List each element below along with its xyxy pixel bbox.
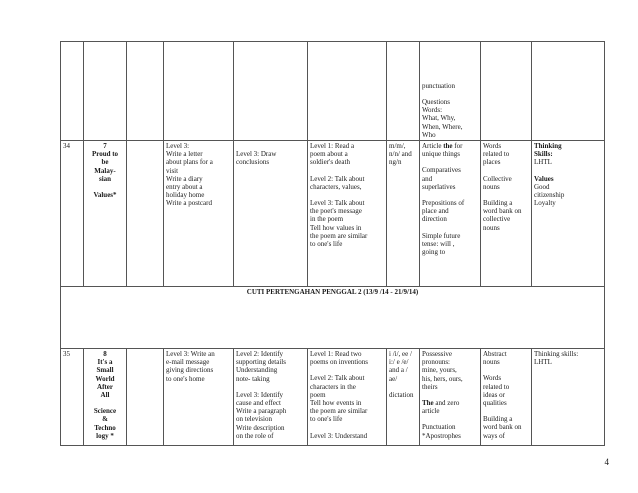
cell-line: Level 2: Talk about (310, 174, 365, 183)
thinking-skills-cell (532, 349, 605, 446)
cell-lines (166, 350, 231, 383)
cell-line: Write a paragraph (236, 407, 287, 416)
cell-line (422, 399, 478, 407)
cell-line: Tell how values in (310, 223, 362, 232)
cell-line: the poet's message (310, 207, 362, 216)
grammar-cell (420, 141, 481, 287)
cell-line: Science (93, 407, 117, 416)
text-run: direction (422, 215, 447, 224)
cell-line (422, 158, 478, 166)
cell-line: cause and effect (236, 399, 281, 408)
text-run: his, hers, ours, (422, 374, 463, 383)
theme-cell (84, 141, 127, 287)
cell-line (422, 240, 478, 248)
cell-line: n/n/ and (389, 150, 412, 159)
cell-line (422, 207, 478, 215)
cell-line: m/m/, (389, 142, 406, 150)
reading-cell (308, 141, 387, 287)
table-row (61, 287, 605, 349)
cell-lines (534, 350, 602, 366)
table-row (61, 141, 605, 287)
cell (127, 42, 164, 141)
cell (308, 42, 387, 141)
text-run: Article (422, 142, 444, 150)
cell-line: Proud to (91, 150, 119, 159)
cell-line: What, Why, (422, 114, 456, 123)
cell-line: nouns (483, 358, 500, 367)
cell-line: entry about a (166, 183, 203, 192)
cell-line (483, 191, 529, 199)
cell-line: Questions (422, 97, 450, 106)
cell-line: Techno (94, 423, 116, 432)
text-run: and (422, 174, 433, 183)
text-run: going to (422, 248, 446, 257)
text-run: pronouns: (422, 358, 450, 367)
cell (532, 42, 605, 141)
cell-lines (389, 142, 417, 167)
cell-line: dictation (389, 390, 414, 399)
cell-line: qualities (483, 399, 507, 408)
cell (164, 42, 234, 141)
cell-line: Level 3: Identify (236, 390, 284, 399)
cell (481, 42, 532, 141)
cell-segments (422, 350, 478, 440)
cell-line (422, 199, 478, 207)
cell-line: Words (483, 142, 502, 150)
cell-line: be (101, 158, 109, 167)
reading-cell (308, 349, 387, 446)
cell-line: Malay- (94, 166, 116, 175)
values-heading: Values (534, 174, 554, 183)
cell-line (422, 366, 478, 374)
cell-line: poem (310, 390, 326, 399)
cell-lines (86, 142, 124, 199)
text-run: superlatives (422, 182, 456, 191)
cell-line (236, 142, 305, 150)
cell-line: Write a diary (166, 174, 203, 183)
week-number-text: 34 (63, 142, 70, 150)
vocabulary-cell (481, 141, 532, 287)
cell-line: punctuation (422, 81, 456, 90)
cell-line: Understanding (236, 366, 278, 375)
cell-line (422, 232, 478, 240)
cell-line: Values* (93, 191, 117, 200)
cell-line: LHTL (534, 158, 552, 167)
cell-line (86, 399, 124, 407)
cell-line: places (483, 158, 501, 167)
cell-line: supporting details (236, 358, 286, 367)
cell-line (422, 383, 478, 391)
cell-lines (534, 183, 602, 208)
text-run: Comparatives (422, 166, 461, 175)
cell-line (422, 248, 478, 256)
cell-line: Thinking skills: (534, 350, 579, 358)
cell-line (310, 366, 384, 374)
cell-line: nouns (483, 223, 500, 232)
week-number (61, 141, 84, 287)
cell-line (422, 415, 478, 423)
cell-line: and a / (389, 366, 408, 375)
text-run: unique things (422, 150, 460, 159)
text-run: article (422, 407, 440, 416)
cell-line: Good (534, 182, 550, 191)
cell (61, 42, 84, 141)
cell-line: to one's life (310, 415, 343, 424)
cell-line: in the poem (310, 215, 344, 224)
cell-line (422, 215, 478, 223)
cell-line (422, 90, 478, 98)
cell-line: note- taking (236, 374, 270, 383)
cell-line: on television (236, 415, 272, 424)
cell-line: Words: (422, 106, 443, 115)
week-number (61, 349, 84, 446)
cell-line: i:/ e /e/ (389, 358, 409, 367)
cell-line: nouns (483, 182, 500, 191)
cell-line: Level 3: (166, 142, 190, 150)
cell-line: Level 3: Write an (166, 350, 215, 358)
thinking-heading (534, 142, 602, 158)
cell-lines (310, 350, 384, 440)
cell-line: Words (483, 374, 502, 383)
cell-line (483, 407, 529, 415)
cell-line: Level 3: Draw (236, 150, 277, 158)
cell-line (422, 391, 478, 399)
cell-line: on the role of (236, 431, 274, 440)
cell-line: Building a (483, 199, 513, 208)
break-banner-text: CUTI PERTENGAHAN PENGGAL 2 (13/9 /14 - 21/9/14) (246, 288, 419, 296)
cell-line: World (95, 374, 115, 383)
cell-line: Thinking (534, 142, 562, 150)
cell-line: to one's home (166, 374, 205, 383)
cell (127, 349, 164, 446)
cell-line: logy * (96, 431, 114, 440)
cell-line: giving directions (166, 366, 214, 375)
cell-line: After (97, 382, 113, 391)
cell-line (236, 383, 305, 391)
cell-line: e-mail message (166, 358, 210, 367)
grammar-cell (420, 349, 481, 446)
cell-line: LHTL (534, 358, 552, 367)
cell-line (422, 191, 478, 199)
cell-line (389, 383, 417, 391)
cell-lines (236, 142, 305, 166)
thinking-skills-cell (532, 141, 605, 287)
cell-line (422, 183, 478, 191)
cell-line (422, 358, 478, 366)
cell-line: the poem are similar (310, 231, 368, 240)
cell-line: characters in the (310, 382, 356, 391)
cell-line (310, 191, 384, 199)
table-row (61, 42, 605, 141)
sounds-cell (387, 141, 420, 287)
cell-line: Level 2: Talk about (310, 374, 365, 383)
cell-line: 7 (103, 142, 107, 150)
cell-line (422, 166, 478, 174)
cell-line (422, 175, 478, 183)
cell-lines (534, 158, 602, 174)
cell-line (422, 407, 478, 415)
cell-line: Collective (483, 174, 512, 183)
cell-line: Write a letter (166, 150, 203, 159)
cell-line: characters, values, (310, 182, 362, 191)
writing-cell (164, 349, 234, 446)
cell-segments (422, 142, 478, 256)
cell-line: 8 (103, 350, 107, 358)
cell-line (422, 224, 478, 232)
cell-line: Level 3: Understand (310, 431, 368, 440)
cell-line: It's a (97, 358, 113, 367)
cell-line: i /i/, ee / (389, 350, 412, 358)
bold-term: The (422, 399, 434, 408)
cell-line (310, 167, 384, 175)
cell-line: Level 1: Read two (310, 350, 362, 358)
cell-line (86, 183, 124, 191)
cell-line: related to (483, 150, 510, 159)
text-run: Punctuation (422, 423, 456, 432)
cell-line: Abstract (483, 350, 507, 358)
cell-line (483, 366, 529, 374)
cell-line: Tell how events in (310, 399, 362, 408)
cell (84, 42, 127, 141)
cell-line: Loyalty (534, 199, 556, 208)
cell-line: to one's life (310, 240, 343, 249)
cell-line: Write a postcard (166, 199, 212, 208)
cell-line: the poem are similar (310, 407, 368, 416)
cell-line: about plans for a (166, 158, 213, 167)
cell-line: When, Where, (422, 122, 463, 131)
cell-line: Level 1: Read a (310, 142, 355, 150)
vocabulary-cell (481, 349, 532, 446)
cell-line: conclusions (236, 158, 270, 167)
cell-line: soldier's death (310, 158, 350, 167)
text-run: Prepositions of (422, 199, 465, 208)
cell-line: visit (166, 166, 179, 175)
cell-line (483, 167, 529, 175)
cell-line: Level 3: Talk about (310, 199, 365, 208)
cell-line (422, 350, 478, 358)
text-run: and zero (433, 399, 460, 408)
cell-lines (483, 350, 529, 440)
cell-line: ae/ (389, 374, 398, 383)
cell-line: holiday home (166, 191, 205, 200)
text-run: theirs (422, 382, 438, 391)
cell-line: related to (483, 382, 510, 391)
cell-line (310, 424, 384, 432)
text-run: tense: will , (422, 239, 455, 248)
cell-line (534, 167, 602, 175)
drawing-conclusions-cell (234, 141, 308, 287)
cell-line (422, 423, 478, 431)
cell-lines (389, 350, 417, 399)
cell-lines (166, 142, 231, 208)
sounds-cell (387, 349, 420, 446)
cell-line: poem about a (310, 150, 348, 159)
week-number-text: 35 (63, 350, 70, 358)
cell-line: word bank on (483, 207, 522, 216)
cell-line: sian (98, 174, 112, 183)
text-run: Possessive (422, 350, 452, 358)
cell-lines (86, 350, 124, 440)
cell (127, 141, 164, 287)
bold-term: the (443, 142, 453, 150)
cell-line: poems on inventions (310, 358, 368, 367)
cell-line: & (102, 415, 108, 424)
cell-lines (422, 82, 478, 139)
table-row (61, 349, 605, 446)
text-run: Simple future (422, 231, 461, 240)
cell-line: Who (422, 130, 436, 139)
cell-line: Write description (236, 423, 285, 432)
cell-line: All (100, 391, 110, 400)
grammar-cell (420, 42, 481, 141)
cell-lines (310, 142, 384, 248)
cell-line: Skills: (534, 150, 553, 159)
text-run: place and (422, 207, 449, 216)
cell-line: ways of (483, 431, 505, 440)
page-number: 4 (604, 457, 609, 467)
cell-line: citizenship (534, 191, 565, 200)
text-run: *Apostrophes (422, 431, 461, 440)
cell-line: ng/n (389, 158, 402, 167)
cell-line: Building a (483, 415, 513, 424)
cell-line (422, 432, 478, 440)
cell-line: ideas or (483, 390, 505, 399)
scheme-of-work-table (60, 41, 605, 446)
skills-cell (234, 349, 308, 446)
cell-line: Level 2: Identify (236, 350, 284, 358)
break-banner (61, 287, 605, 349)
cell-lines (483, 142, 529, 232)
cell-line: word bank on (483, 423, 522, 432)
cell-line (422, 375, 478, 383)
writing-cell (164, 141, 234, 287)
cell-lines (236, 350, 305, 440)
text-run: mine, yours, (422, 366, 457, 375)
cell-line: Small (96, 366, 114, 375)
theme-cell (84, 349, 127, 446)
cell-line (422, 150, 478, 158)
cell (234, 42, 308, 141)
cell-line: collective (483, 215, 511, 224)
cell-line (422, 142, 478, 150)
text-run: for (452, 142, 463, 150)
cell (387, 42, 420, 141)
